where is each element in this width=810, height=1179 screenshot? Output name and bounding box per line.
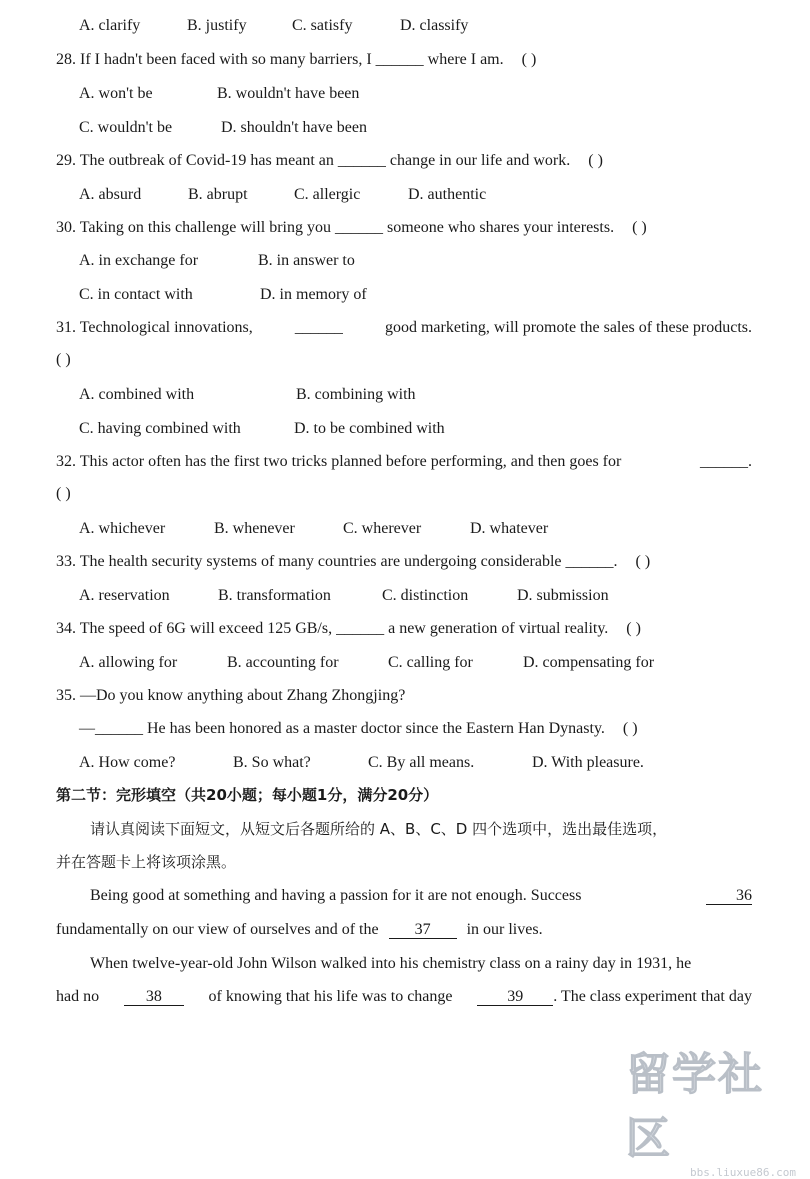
q34-option-a[interactable]: A. allowing for xyxy=(79,654,178,671)
watermark xyxy=(626,1038,796,1179)
passage-text: of knowing that his life was to change xyxy=(208,988,453,1005)
q30-stem-end: someone who shares your interests. xyxy=(387,219,615,236)
passage-line-3 xyxy=(90,954,752,974)
watermark-url: bbs.liuxue86.com xyxy=(690,1166,796,1179)
q28-stem-end: where I am. xyxy=(427,51,504,68)
section-instruction-line-1: 请认真阅读下面短文，从短文后各题所给的 A、B、C、D 四个选项中，选出最佳选项， xyxy=(90,820,668,838)
q31-stem: 31. Technological innovations, xyxy=(56,319,253,336)
q32-blank: ______. xyxy=(700,453,752,470)
question-30 xyxy=(56,218,647,238)
passage-text: When twelve-year-old John Wilson walked into his chemistry class on a rainy day in 1931, he xyxy=(90,955,692,972)
section-instruction-line-2: 并在答题卡上将该项涂黑。 xyxy=(56,853,237,871)
q34-answer-paren[interactable]: ( ) xyxy=(626,620,641,637)
q33-option-c[interactable]: C. distinction xyxy=(382,587,469,604)
q28-stem: 28. If I hadn't been faced with so many barriers, I xyxy=(56,51,372,68)
question-34 xyxy=(56,619,641,639)
q31-option-a[interactable]: A. combined with xyxy=(79,386,195,403)
passage-text: fundamentally on our view of ourselves and of the xyxy=(56,921,379,938)
passage-text: Being good at something and having a passion for it are not enough. Success xyxy=(90,887,582,904)
q35-blank: ______ xyxy=(95,720,143,737)
q35-answer-paren[interactable]: ( ) xyxy=(622,720,638,737)
question-32 xyxy=(56,452,752,472)
q28-answer-paren[interactable]: ( ) xyxy=(521,51,537,68)
q35-option-b[interactable]: B. So what? xyxy=(233,754,311,771)
q35-stem-end: He has been honored as a master doctor since the Eastern Han Dynasty. xyxy=(147,720,605,737)
q28-option-b[interactable]: B. wouldn't have been xyxy=(217,85,360,102)
question-29 xyxy=(56,151,603,171)
q35-option-c[interactable]: C. By all means. xyxy=(368,754,475,771)
section-title: 第二节：完形填空（共20小题；每小题1分，满分20分） xyxy=(56,786,439,804)
q31-option-c[interactable]: C. having combined with xyxy=(79,420,241,437)
q30-option-b[interactable]: B. in answer to xyxy=(258,252,355,269)
passage-text: . The class experiment that day xyxy=(553,988,752,1005)
passage-text: had no xyxy=(56,988,100,1005)
q30-answer-paren[interactable]: ( ) xyxy=(632,219,647,236)
q29-stem: 29. The outbreak of Covid-19 has meant an xyxy=(56,152,334,169)
q29-blank: ______ xyxy=(337,152,386,169)
q31-answer-paren[interactable]: ( ) xyxy=(56,351,71,368)
q28-blank: ______ xyxy=(375,51,424,68)
q32-option-d[interactable]: D. whatever xyxy=(470,520,549,537)
passage-line-2 xyxy=(56,920,543,940)
passage-line-4 xyxy=(56,987,752,1007)
blank-39[interactable]: 39 xyxy=(477,989,553,1006)
watermark-logo: 留学社区 xyxy=(626,1049,764,1164)
question-35: 35. —Do you know anything about Zhang Zhongjing? xyxy=(56,687,406,704)
q34-stem-end: a new generation of virtual reality. xyxy=(388,620,609,637)
q27-option-b[interactable]: B. justify xyxy=(187,17,247,34)
q30-option-c[interactable]: C. in contact with xyxy=(79,286,193,303)
q29-stem-end: change in our life and work. xyxy=(389,152,571,169)
q29-option-b[interactable]: B. abrupt xyxy=(188,186,248,203)
q31-option-b[interactable]: B. combining with xyxy=(296,386,416,403)
q35-dash: — xyxy=(79,720,95,737)
q34-stem: 34. The speed of 6G will exceed 125 GB/s, xyxy=(56,620,333,637)
q32-option-c[interactable]: C. wherever xyxy=(343,520,422,537)
q27-option-a[interactable]: A. clarify xyxy=(79,17,141,34)
q34-option-c[interactable]: C. calling for xyxy=(388,654,473,671)
q30-option-a[interactable]: A. in exchange for xyxy=(79,252,199,269)
q32-option-a[interactable]: A. whichever xyxy=(79,520,166,537)
q34-option-b[interactable]: B. accounting for xyxy=(227,654,339,671)
q33-stem: 33. The health security systems of many countries are undergoing considerable xyxy=(56,553,562,570)
q29-option-d[interactable]: D. authentic xyxy=(408,186,487,203)
q31-stem-end: good marketing, will promote the sales of these products. xyxy=(384,319,752,336)
q32-stem: 32. This actor often has the first two tricks planned before performing, and then goes for xyxy=(56,453,622,470)
q34-option-d[interactable]: D. compensating for xyxy=(523,654,655,671)
q33-blank: ______. xyxy=(565,553,618,570)
q29-answer-paren[interactable]: ( ) xyxy=(588,152,603,169)
q27-option-d[interactable]: D. classify xyxy=(400,17,469,34)
question-33 xyxy=(56,552,650,572)
q31-option-d[interactable]: D. to be combined with xyxy=(294,420,445,437)
question-31 xyxy=(56,318,752,338)
q28-option-a[interactable]: A. won't be xyxy=(79,85,153,102)
q33-option-a[interactable]: A. reservation xyxy=(79,587,170,604)
q27-option-c[interactable]: C. satisfy xyxy=(292,17,353,34)
q33-option-d[interactable]: D. submission xyxy=(517,587,609,604)
passage-text: in our lives. xyxy=(466,921,543,938)
blank-37[interactable]: 37 xyxy=(389,922,457,939)
question-28 xyxy=(56,50,536,70)
q30-stem: 30. Taking on this challenge will bring you xyxy=(56,219,331,236)
blank-36[interactable]: 36 xyxy=(706,888,752,905)
q33-answer-paren[interactable]: ( ) xyxy=(635,553,651,570)
blank-38[interactable]: 38 xyxy=(124,989,184,1006)
q35-option-d[interactable]: D. With pleasure. xyxy=(532,754,644,771)
passage-line-1 xyxy=(90,886,752,906)
q29-option-c[interactable]: C. allergic xyxy=(294,186,361,203)
q30-option-d[interactable]: D. in memory of xyxy=(260,286,367,303)
q28-option-c[interactable]: C. wouldn't be xyxy=(79,119,173,136)
q33-option-b[interactable]: B. transformation xyxy=(218,587,331,604)
q30-blank: ______ xyxy=(335,219,383,236)
q31-blank: ______ xyxy=(294,319,343,336)
q29-option-a[interactable]: A. absurd xyxy=(79,186,142,203)
q35-response-line xyxy=(79,719,638,739)
q35-option-a[interactable]: A. How come? xyxy=(79,754,176,771)
q28-option-d[interactable]: D. shouldn't have been xyxy=(221,119,367,136)
q34-blank: ______ xyxy=(336,620,385,637)
q32-answer-paren[interactable]: ( ) xyxy=(56,485,71,502)
q32-option-b[interactable]: B. whenever xyxy=(214,520,295,537)
